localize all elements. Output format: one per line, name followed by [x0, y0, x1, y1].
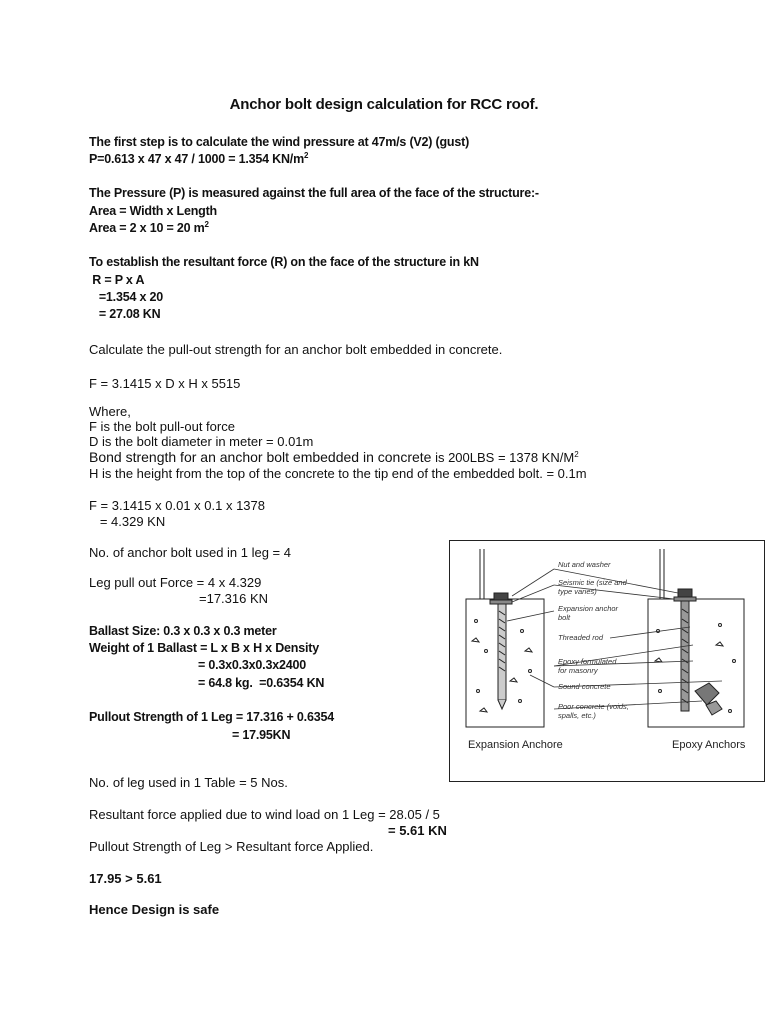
ballast-weight-1: Weight of 1 Ballast = L x B x H x Density — [89, 641, 319, 655]
label-threaded-rod: Threaded rod — [558, 633, 604, 642]
pullout-leg-2: = 17.95KN — [232, 728, 291, 742]
label-sound-concrete: Sound concrete — [558, 682, 611, 691]
caption-expansion: Expansion Anchore — [468, 739, 563, 751]
label-expansion-bolt-1: Expansion anchor — [558, 604, 619, 613]
label-poor-2: spalls, etc.) — [558, 711, 596, 720]
ballast-weight-3: = 64.8 kg. =0.6354 KN — [198, 676, 325, 690]
label-epoxy-2: for masonry — [558, 666, 598, 675]
resultant-line-2: =1.354 x 20 — [89, 290, 164, 304]
resultant-leg-2: = 5.61 KN — [388, 823, 447, 838]
label-expansion-bolt-2: bolt — [558, 613, 571, 622]
ballast-size: Ballast Size: 0.3 x 0.3 x 0.3 meter — [89, 624, 277, 638]
resultant-line-1: R = P x A — [89, 273, 145, 287]
comparison: Pullout Strength of Leg > Resultant force Applied. — [89, 839, 374, 854]
document-title: Anchor bolt design calculation for RCC roof. — [229, 96, 539, 113]
wind-step: The first step is to calculate the wind pressure at 47m/s (V2) (gust) — [89, 135, 470, 149]
caption-epoxy: Epoxy Anchors — [672, 739, 746, 751]
bolts-per-leg: No. of anchor bolt used in 1 leg = 4 — [89, 545, 291, 560]
label-seismic-2: type varies) — [558, 587, 597, 596]
area-formula: Area = Width x Length — [89, 204, 217, 218]
pullout-intro: Calculate the pull-out strength for an anchor bolt embedded in concrete. — [89, 342, 503, 357]
where-label: Where, — [89, 404, 131, 419]
f-calc-1: F = 3.1415 x 0.01 x 0.1 x 1378 — [89, 498, 265, 513]
label-poor-1: Poor concrete (voids, — [558, 702, 629, 711]
area-value: Area = 2 x 10 = 20 $m^2$ — [89, 220, 209, 235]
resultant-line-3: = 27.08 KN — [89, 307, 161, 321]
resultant-intro: To establish the resultant force (R) on the face of the structure in kN — [89, 255, 479, 269]
leg-force-1: Leg pull out Force = 4 x 4.329 — [89, 575, 262, 590]
where-d: D is the bolt diameter in meter = 0.01m — [89, 434, 314, 449]
epoxy-anchor-drawing — [648, 549, 744, 727]
area-intro: The Pressure (P) is measured against the full area of the face of the structure:- — [89, 186, 539, 200]
leg-force-2: =17.316 KN — [199, 591, 269, 606]
numeric-compare: 17.95 > 5.61 — [89, 871, 162, 886]
ballast-weight-2: = 0.3x0.3x0.3x2400 — [198, 658, 306, 672]
resultant-leg-1: Resultant force applied due to wind load on 1 Leg = 28.05 / 5 — [89, 807, 440, 822]
pressure-formula: P=0.613 x 47 x 47 / 1000 = 1.354 $KN/m^2$ — [89, 151, 309, 166]
where-f: F is the bolt pull-out force — [89, 419, 235, 434]
where-h: H is the height from the top of the concrete to the tip end of the embedded bolt. = 0.1m — [89, 466, 587, 481]
conclusion: Hence Design is safe — [89, 902, 220, 917]
f-calc-2: = 4.329 KN — [89, 514, 166, 529]
legs-per-table: No. of leg used in 1 Table = 5 Nos. — [89, 775, 288, 790]
anchor-figure — [449, 540, 765, 782]
pullout-leg-1: Pullout Strength of 1 Leg = 17.316 + 0.6354 — [89, 710, 334, 724]
label-nut-washer: Nut and washer — [558, 560, 611, 569]
label-epoxy-1: Epoxy formulated — [558, 657, 617, 666]
f-formula: F = 3.1415 x D x H x 5515 — [89, 376, 241, 391]
label-seismic-1: Seismic tie (size and — [558, 578, 627, 587]
bond-strength: Bond strength for an anchor bolt embedded in concrete is 200LBS = 1378 $KN/M^2$ — [89, 449, 579, 465]
expansion-anchor-drawing — [466, 549, 544, 727]
